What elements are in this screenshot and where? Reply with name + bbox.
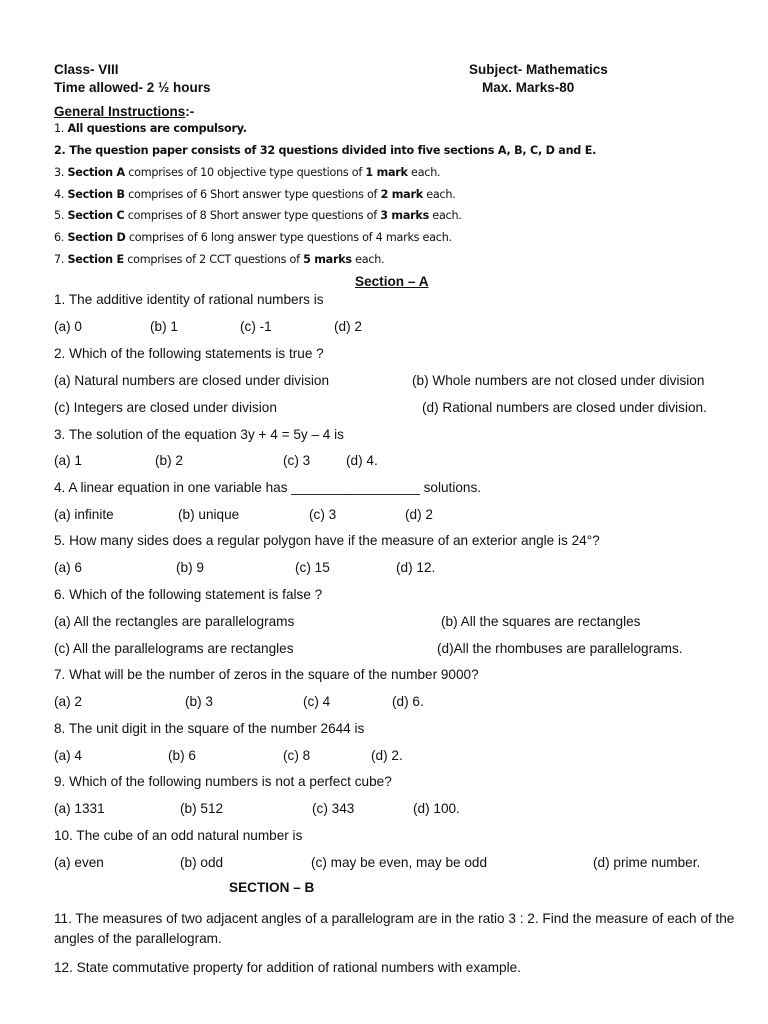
question-4-option-c: (c) 3 [309,507,337,522]
question-9-text: 9. Which of the following numbers is not a perfect cube? [54,774,392,789]
instruction-text: All questions are compulsory. [67,122,247,135]
instruction-number: 5. [54,209,68,222]
question-5-option-d: (d) 12. [396,560,436,575]
instruction-text: The question paper consists of 32 questions divided into five sections A, B, C, D and E. [69,144,597,157]
section-b-title: SECTION – B [229,880,315,895]
question-5-option-c: (c) 15 [295,560,330,575]
question-4-option-d: (d) 2 [405,507,433,522]
instruction-item [54,231,452,244]
question-10-text: 10. The cube of an odd natural number is [54,828,303,843]
question-1-text: 1. The additive identity of rational numbers is [54,292,324,307]
time-allowed-label: Time allowed- 2 ½ hours [54,80,211,95]
question-9-option-c: (c) 343 [312,801,355,816]
instruction-number: 7. [54,253,68,266]
class-label: Class- VIII [54,62,119,77]
question-1-option-c: (c) -1 [240,319,272,334]
question-3-option-a: (a) 1 [54,453,82,468]
instruction-text: Section E [67,253,124,266]
instruction-text: comprises of 8 Short answer type questions of [124,209,381,222]
question-3-option-b: (b) 2 [155,453,183,468]
instruction-text: each. [351,253,385,266]
instruction-item [54,122,247,135]
question-12-text: 12. State commutative property for addition of rational numbers with example. [54,960,521,975]
instruction-text: Section B [67,188,125,201]
instruction-text: comprises of 6 long answer type questions of 4 marks each. [125,231,452,244]
instruction-text: Section C [67,209,125,222]
question-6-option-a: (a) All the rectangles are parallelograms [54,614,295,629]
section-a-title: Section – A [355,274,429,289]
instruction-item [54,188,456,201]
instruction-text: comprises of 10 objective type questions of [124,166,366,179]
question-9-option-b: (b) 512 [180,801,224,816]
question-7-option-a: (a) 2 [54,694,82,709]
instruction-item [54,144,596,157]
question-2-option-b: (b) Whole numbers are not closed under division [412,373,705,388]
question-3-text: 3. The solution of the equation 3y + 4 = 5y – 4 is [54,427,344,442]
question-8-option-a: (a) 4 [54,748,82,763]
question-9-option-a: (a) 1331 [54,801,105,816]
question-2-option-c: (c) Integers are closed under division [54,400,277,415]
instruction-number: 6. [54,231,68,244]
question-1-option-d: (d) 2 [334,319,362,334]
question-10-option-a: (a) even [54,855,104,870]
question-6-option-b: (b) All the squares are rectangles [441,614,641,629]
question-11-text: 11. The measures of two adjacent angles of a parallelogram are in the ratio 3 : 2. Find the measure of each of the angles of the parallelogram. [54,911,735,946]
instruction-text: comprises of 6 Short answer type questions of [124,188,381,201]
instruction-text: Section D [67,231,126,244]
instruction-item [54,253,384,266]
question-3-option-c: (c) 3 [283,453,311,468]
instruction-text: 2 mark [380,188,423,201]
question-7-option-b: (b) 3 [185,694,213,709]
question-9-option-d: (d) 100. [413,801,460,816]
question-10-option-b: (b) odd [180,855,224,870]
general-instructions-suffix: :- [185,104,195,119]
question-10-option-d: (d) prime number. [593,855,701,870]
question-8-text: 8. The unit digit in the square of the number 2644 is [54,721,365,736]
question-6-option-d: (d)All the rhombuses are parallelograms. [437,641,683,656]
question-5-option-a: (a) 6 [54,560,82,575]
instruction-text: 1 mark [365,166,408,179]
question-5-text: 5. How many sides does a regular polygon have if the measure of an exterior angle is 24°? [54,533,600,548]
question-10-option-c: (c) may be even, may be odd [311,855,488,870]
question-6-text: 6. Which of the following statement is false ? [54,587,323,602]
question-7-option-c: (c) 4 [303,694,331,709]
instruction-text: comprises of 2 CCT questions of [123,253,304,266]
question-1-option-b: (b) 1 [150,319,178,334]
question-8-option-d: (d) 2. [371,748,403,763]
general-instructions-title [54,104,194,119]
question-5-option-b: (b) 9 [176,560,204,575]
instruction-number: 2. [54,144,70,157]
instruction-text: each. [407,166,441,179]
max-marks-label: Max. Marks-80 [482,80,575,95]
question-7-text: 7. What will be the number of zeros in the square of the number 9000? [54,667,479,682]
subject-label: Subject- Mathematics [469,62,608,77]
question-4-text: 4. A linear equation in one variable has _________________ solutions. [54,480,482,495]
instruction-text: 3 marks [380,209,429,222]
instruction-number: 3. [54,166,68,179]
question-6-option-c: (c) All the parallelograms are rectangles [54,641,294,656]
instruction-item [54,209,462,222]
instruction-text: Section A [67,166,125,179]
question-4-option-a: (a) infinite [54,507,114,522]
instruction-number: 1. [54,122,68,135]
question-2-option-a: (a) Natural numbers are closed under division [54,373,330,388]
question-2-text: 2. Which of the following statements is true ? [54,346,324,361]
question-7-option-d: (d) 6. [392,694,424,709]
question-3-option-d: (d) 4. [346,453,378,468]
instruction-item [54,166,440,179]
instruction-number: 4. [54,188,68,201]
question-8-option-c: (c) 8 [283,748,311,763]
question-2-option-d: (d) Rational numbers are closed under division. [422,400,707,415]
question-8-option-b: (b) 6 [168,748,196,763]
instruction-text: each. [422,188,456,201]
instruction-text: 5 marks [303,253,352,266]
instruction-text: each. [429,209,462,222]
question-1-option-a: (a) 0 [54,319,82,334]
question-4-option-b: (b) unique [178,507,240,522]
general-instructions-heading: General Instructions [54,104,186,119]
